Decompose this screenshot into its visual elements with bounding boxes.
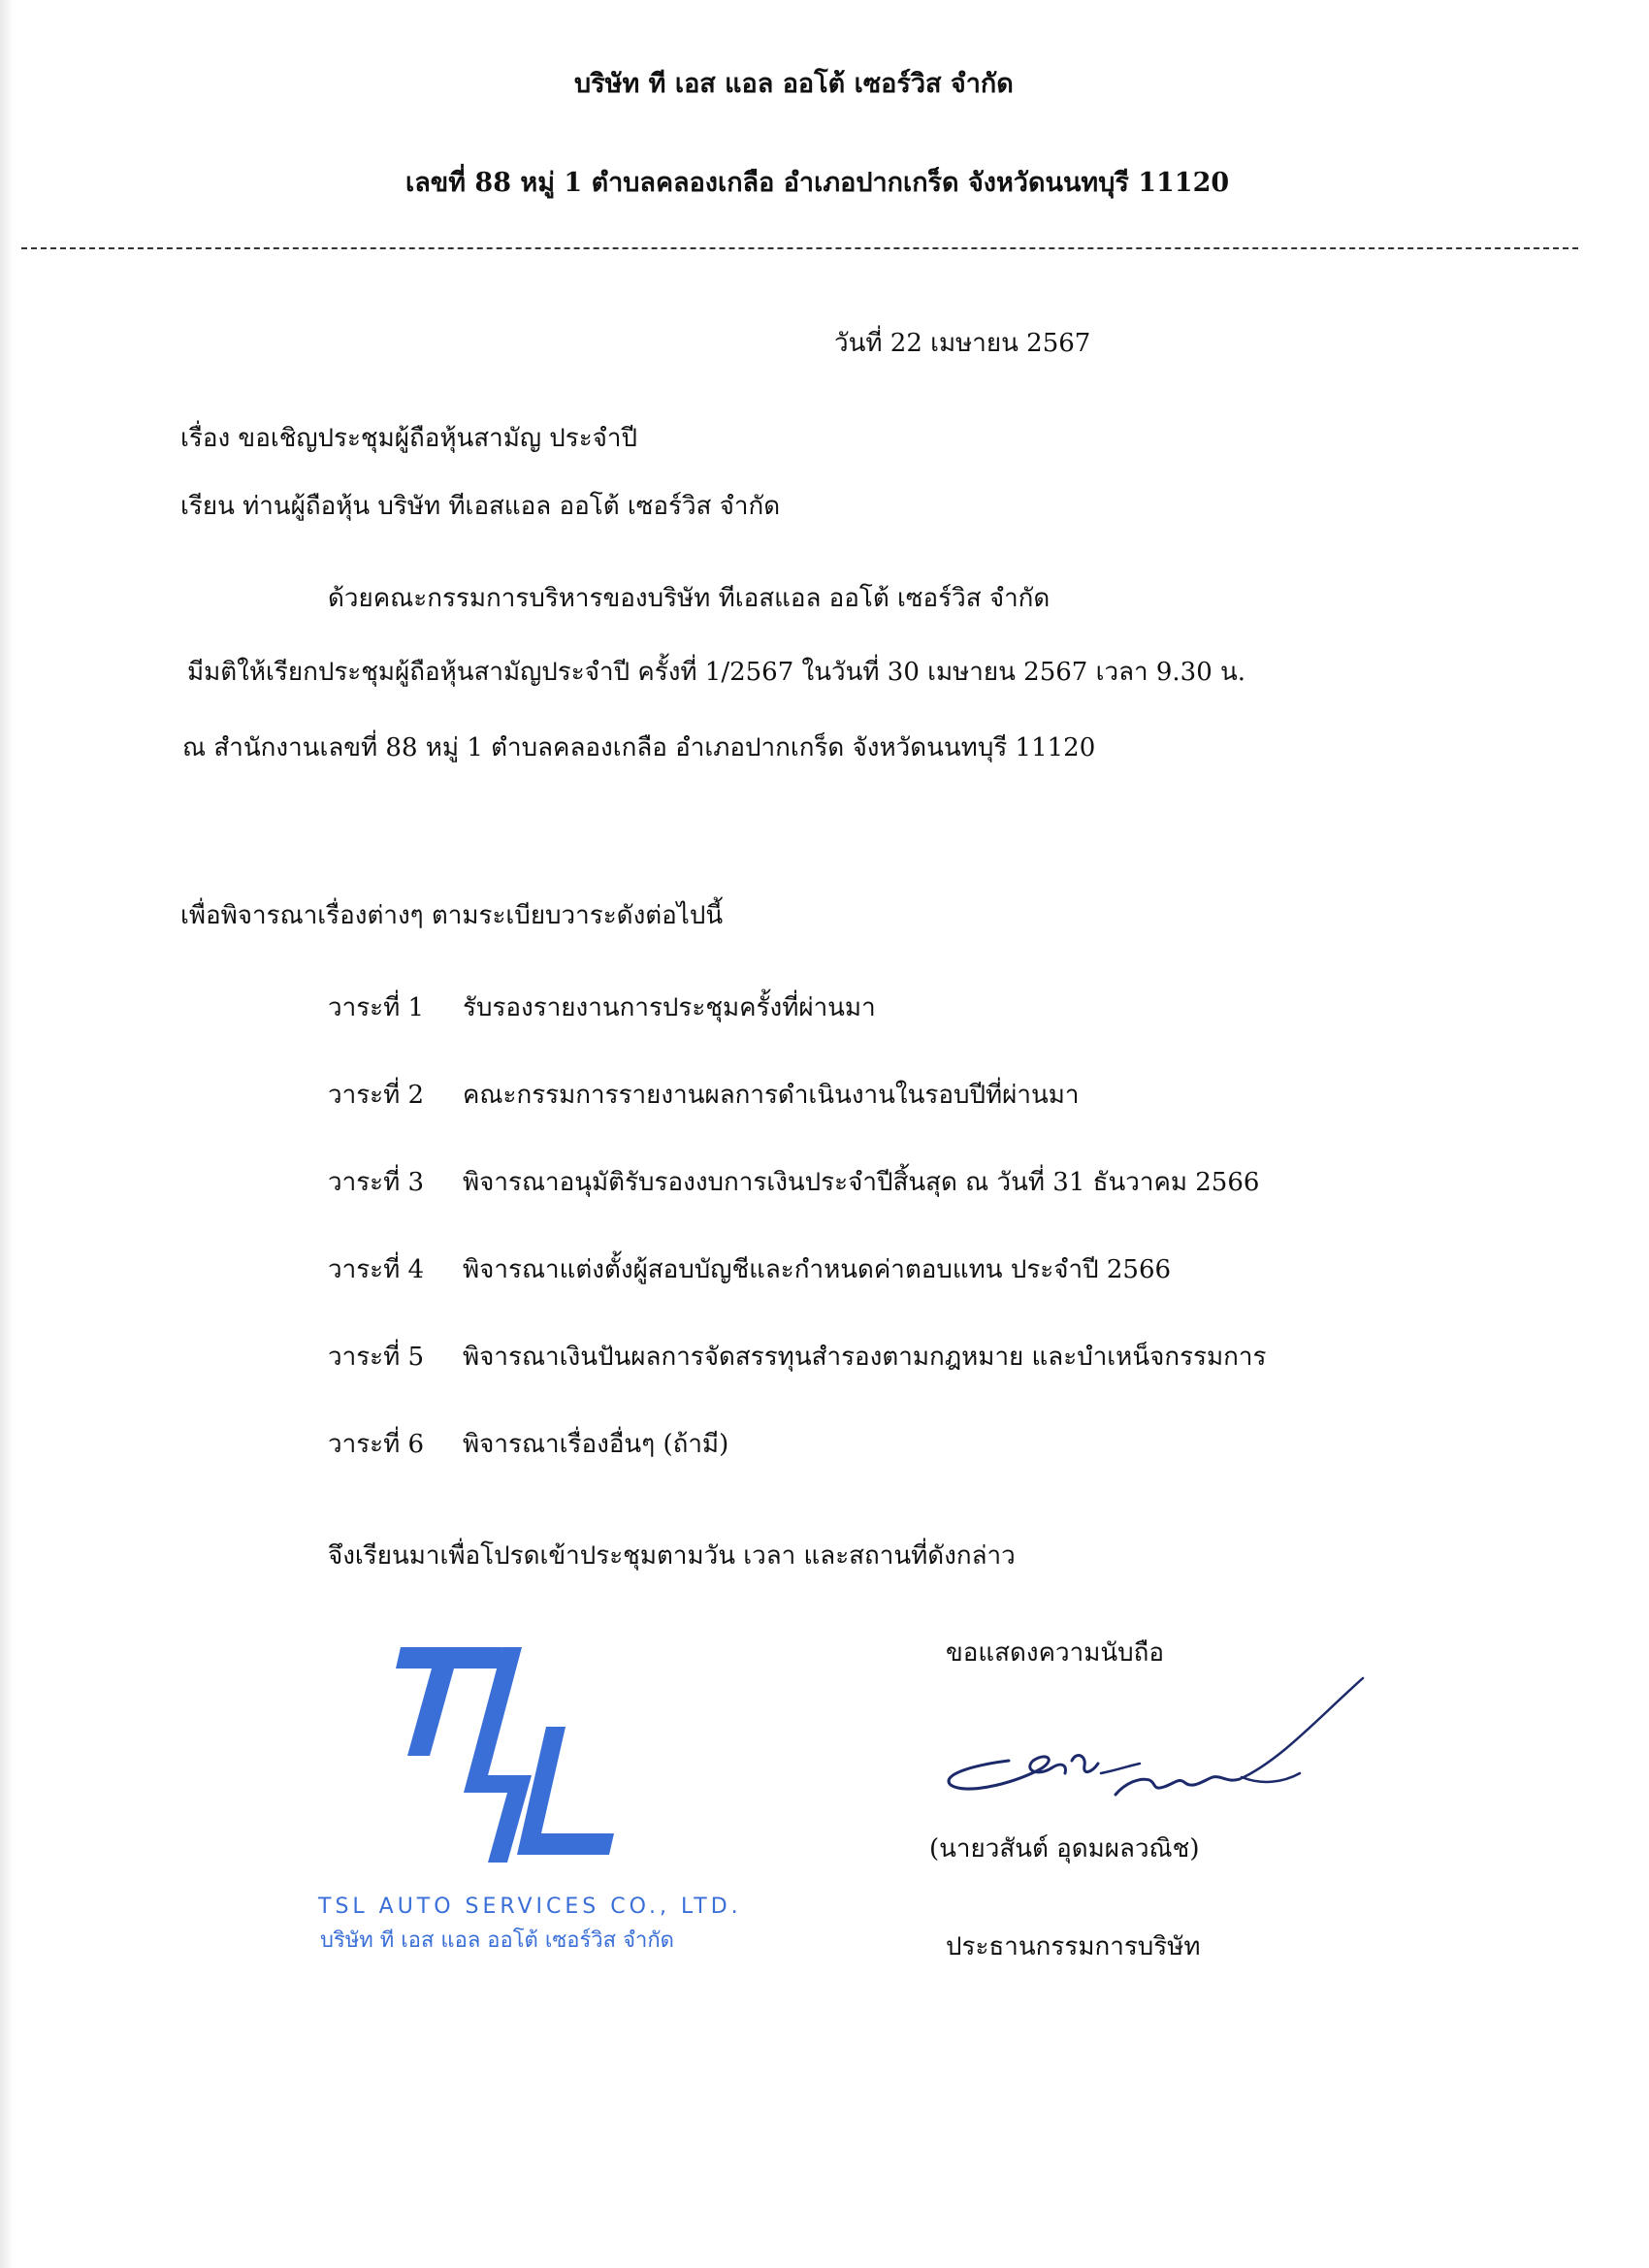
closing-line: จึงเรียนมาเพื่อโปรดเข้าประชุมตามวัน เวลา และสถานที่ดังกล่าว bbox=[328, 1541, 1016, 1571]
agenda-item-label: วาระที่ 2 bbox=[328, 1081, 425, 1110]
company-name: บริษัท ที เอส แอล ออโต้ เซอร์วิส จำกัด bbox=[574, 69, 1014, 99]
letter-date: วันที่ 22 เมษายน 2567 bbox=[834, 329, 1091, 358]
signature-icon bbox=[931, 1669, 1368, 1824]
agenda-item-text: พิจารณาแต่งตั้งผู้สอบบัญชีและกำหนดค่าตอบแทน ประจำปี 2566 bbox=[463, 1255, 1172, 1284]
agenda-item-text: พิจารณาเรื่องอื่นๆ (ถ้ามี) bbox=[463, 1430, 729, 1459]
agenda-item-text: พิจารณาอนุมัติรับรองงบการเงินประจำปีสิ้นสุด ณ วันที่ 31 ธันวาคม 2566 bbox=[463, 1168, 1260, 1197]
agenda-item-text: พิจารณาเงินปันผลการจัดสรรทุนสำรองตามกฎหมาย และบำเหน็จกรรมการ bbox=[463, 1343, 1267, 1372]
agenda-item-label: วาระที่ 5 bbox=[328, 1343, 425, 1372]
scan-edge-shadow bbox=[0, 0, 14, 2268]
agenda-item-label: วาระที่ 1 bbox=[328, 993, 425, 1022]
signer-title: ประธานกรรมการบริษัท bbox=[946, 1932, 1201, 1961]
letter-subject: เรื่อง ขอเชิญประชุมผู้ถือหุ้นสามัญ ประจำปี bbox=[180, 424, 638, 453]
company-address: เลขที่ 88 หมู่ 1 ตำบลคลองเกลือ อำเภอปากเกร็ด จังหวัดนนทบุรี 11120 bbox=[405, 168, 1230, 198]
letter-recipient: เรียน ท่านผู้ถือหุ้น บริษัท ทีเอสแอล ออโต้ เซอร์วิส จำกัด bbox=[180, 492, 781, 521]
agenda-item-label: วาระที่ 3 bbox=[328, 1168, 425, 1197]
agenda-item-label: วาระที่ 6 bbox=[328, 1430, 425, 1459]
body-line-1: ด้วยคณะกรรมการบริหารของบริษัท ทีเอสแอล ออโต้ เซอร์วิส จำกัด bbox=[328, 584, 1051, 613]
signer-name: (นายวสันต์ อุดมผลวณิช) bbox=[929, 1834, 1200, 1863]
agenda-item-text: คณะกรรมการรายงานผลการดำเนินงานในรอบปีที่ผ่านมา bbox=[463, 1081, 1080, 1110]
regards-line: ขอแสดงความนับถือ bbox=[946, 1638, 1164, 1668]
agenda-item-label: วาระที่ 4 bbox=[328, 1255, 425, 1284]
body-line-2: มีมติให้เรียกประชุมผู้ถือหุ้นสามัญประจำปี ครั้งที่ 1/2567 ในวันที่ 30 เมษายน 2567 เวลา 9.30 น. bbox=[187, 658, 1246, 687]
agenda-intro: เพื่อพิจารณาเรื่องต่างๆ ตามระเบียบวาระดังต่อไปนี้ bbox=[180, 901, 724, 930]
stamp-name-en: TSL AUTO SERVICES CO., LTD. bbox=[318, 1895, 742, 1919]
body-line-3: ณ สำนักงานเลขที่ 88 หมู่ 1 ตำบลคลองเกลือ อำเภอปากเกร็ด จังหวัดนนทบุรี 11120 bbox=[182, 733, 1096, 762]
agenda-item-text: รับรองรายงานการประชุมครั้งที่ผ่านมา bbox=[463, 993, 876, 1022]
tsl-logo-icon bbox=[396, 1639, 619, 1872]
stamp-name-th: บริษัท ที เอส แอล ออโต้ เซอร์วิส จำกัด bbox=[320, 1928, 674, 1953]
header-divider bbox=[21, 247, 1578, 249]
